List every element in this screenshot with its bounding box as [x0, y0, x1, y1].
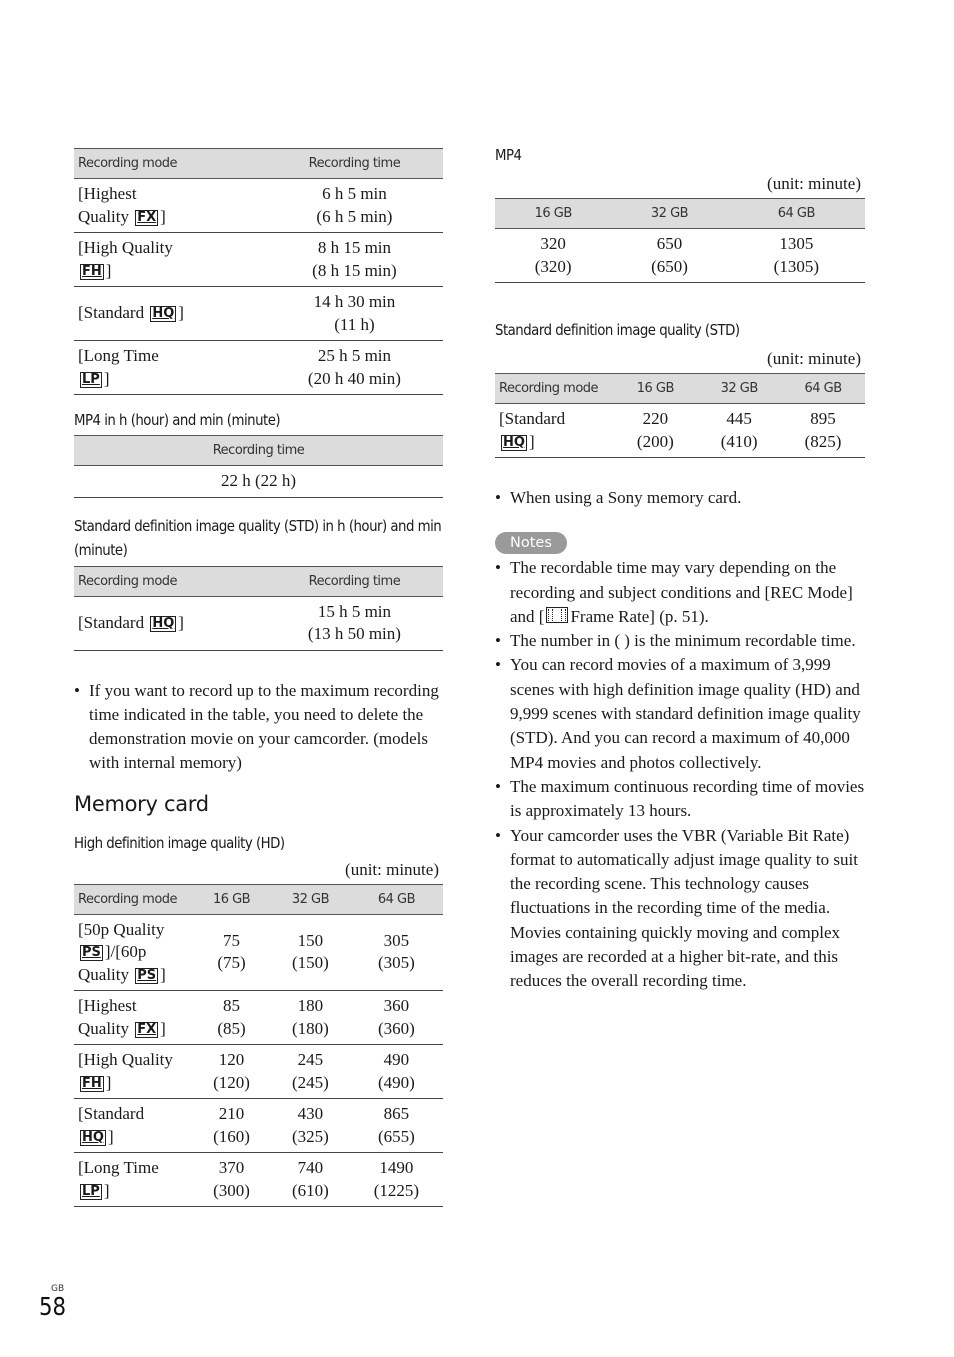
- table-row: [Long Time LP ] 370 (300) 740 (610) 1490 (1225): [74, 1153, 443, 1207]
- notes-label: Notes: [495, 532, 567, 554]
- list-item: • The maximum continuous recording time of movies is approximately 13 hours.: [495, 775, 865, 824]
- demo-movie-note: [74, 679, 443, 776]
- table-row: [50p Quality PS ]/[60p Quality PS ] 75 (75) 150 (150) 305 (305): [74, 914, 443, 991]
- table-row: [Highest Quality FX ] 85 (85) 180 (180) 360 (360): [74, 991, 443, 1045]
- fh-mode-icon: FH: [82, 1075, 102, 1091]
- col-16gb: 16 GB: [613, 374, 697, 404]
- mp4-unit: (unit: minute): [767, 174, 861, 193]
- std-hours-table: [74, 566, 443, 651]
- col-32gb: 32 GB: [271, 884, 350, 914]
- table-row: 320 (320) 650 (650) 1305 (1305): [495, 229, 865, 283]
- table-row: 22 h (22 h): [74, 466, 443, 498]
- col-16gb: 16 GB: [495, 199, 611, 229]
- mp4-heading: MP4: [495, 146, 522, 164]
- hq-mode-icon: HQ: [152, 615, 175, 631]
- col-32gb: 32 GB: [697, 374, 781, 404]
- std-heading: Standard definition image quality (STD): [495, 321, 740, 339]
- memory-card-heading: Memory card: [74, 791, 209, 816]
- hq-mode-icon: HQ: [503, 434, 525, 450]
- lp-mode-icon: LP: [82, 1183, 100, 1199]
- col-recording-time: Recording time: [74, 436, 443, 466]
- sony-card-note: [495, 486, 865, 510]
- table-row: [Standard HQ ] 14 h 30 min (11 h): [74, 287, 443, 341]
- recording-time-table: [74, 148, 443, 395]
- col-recording-mode: Recording mode: [74, 884, 192, 914]
- col-recording-mode: Recording mode: [74, 149, 266, 179]
- col-recording-mode: Recording mode: [74, 566, 266, 596]
- col-64gb: 64 GB: [350, 884, 443, 914]
- lp-mode-icon: LP: [82, 371, 100, 387]
- list-item: • The recordable time may vary depending on the recording and subject conditions and [REC Mode] and [ Frame Rate] (p. 51).: [495, 556, 865, 629]
- list-item: • When using a Sony memory card.: [495, 486, 865, 510]
- fh-mode-icon: FH: [82, 263, 102, 279]
- table-row: [Standard HQ ] 210 (160) 430 (325) 865 (655): [74, 1099, 443, 1153]
- list-item: • The number in ( ) is the minimum recordable time.: [495, 629, 865, 653]
- std-capacity-table: [495, 373, 865, 458]
- film-frame-icon: [546, 607, 568, 623]
- std-unit: (unit: minute): [767, 349, 861, 368]
- col-64gb: 64 GB: [781, 374, 865, 404]
- table-row: [High Quality FH ] 120 (120) 245 (245) 490 (490): [74, 1045, 443, 1099]
- col-recording-time: Recording time: [266, 149, 443, 179]
- col-recording-time: Recording time: [266, 566, 443, 596]
- col-64gb: 64 GB: [728, 199, 865, 229]
- hq-mode-icon: HQ: [82, 1129, 104, 1145]
- mp4-hours-heading: MP4 in h (hour) and min (minute): [74, 411, 281, 429]
- notes-list: [495, 556, 865, 993]
- table-row: [Highest Quality FX ] 6 h 5 min (6 h 5 min): [74, 179, 443, 233]
- left-column: [74, 148, 443, 1207]
- list-item: • Your camcorder uses the VBR (Variable Bit Rate) format to automatically adjust image quality to suit the recording scene. This technology causes fluctuations in the recording time of the media. Movies containing quickly moving and complex images are recorded at a higher bit-rate, and this reduces the overall recording time.: [495, 824, 865, 994]
- fx-mode-icon: FX: [137, 1021, 157, 1037]
- right-column: [495, 146, 865, 994]
- col-32gb: 32 GB: [611, 199, 727, 229]
- mp4-hours-table: [74, 435, 443, 498]
- col-16gb: 16 GB: [192, 884, 271, 914]
- hd-heading: High definition image quality (HD): [74, 833, 285, 852]
- ps-mode-icon: PS: [82, 945, 101, 961]
- table-row: [Long Time LP ] 25 h 5 min (20 h 40 min): [74, 341, 443, 395]
- table-row: [Standard HQ ] 220 (200) 445 (410) 895 (825): [495, 404, 865, 458]
- list-item: • If you want to record up to the maximum recording time indicated in the table, you need to delete the demonstration movie on your camcorder. (models with internal memory): [74, 679, 443, 776]
- std-hours-heading: Standard definition image quality (STD) in h (hour) and min (minute): [74, 516, 442, 559]
- col-recording-mode: Recording mode: [495, 374, 613, 404]
- fx-mode-icon: FX: [137, 209, 157, 225]
- page-number: 58: [39, 1292, 67, 1321]
- hd-unit: (unit: minute): [345, 859, 439, 879]
- list-item: • You can record movies of a maximum of 3,999 scenes with high definition image quality (HD) and 9,999 scenes with standard definition image quality (STD). And you can record a maximum of 40,000 MP4 movies and photos collectively.: [495, 653, 865, 774]
- mp4-capacity-table: [495, 198, 865, 283]
- hd-capacity-table: [74, 884, 443, 1208]
- table-row: [Standard HQ ] 15 h 5 min (13 h 50 min): [74, 596, 443, 650]
- ps-mode-icon: PS: [137, 967, 157, 983]
- hq-mode-icon: HQ: [152, 306, 175, 322]
- language-code: GB: [51, 1284, 65, 1294]
- table-row: [High Quality FH ] 8 h 15 min (8 h 15 min): [74, 233, 443, 287]
